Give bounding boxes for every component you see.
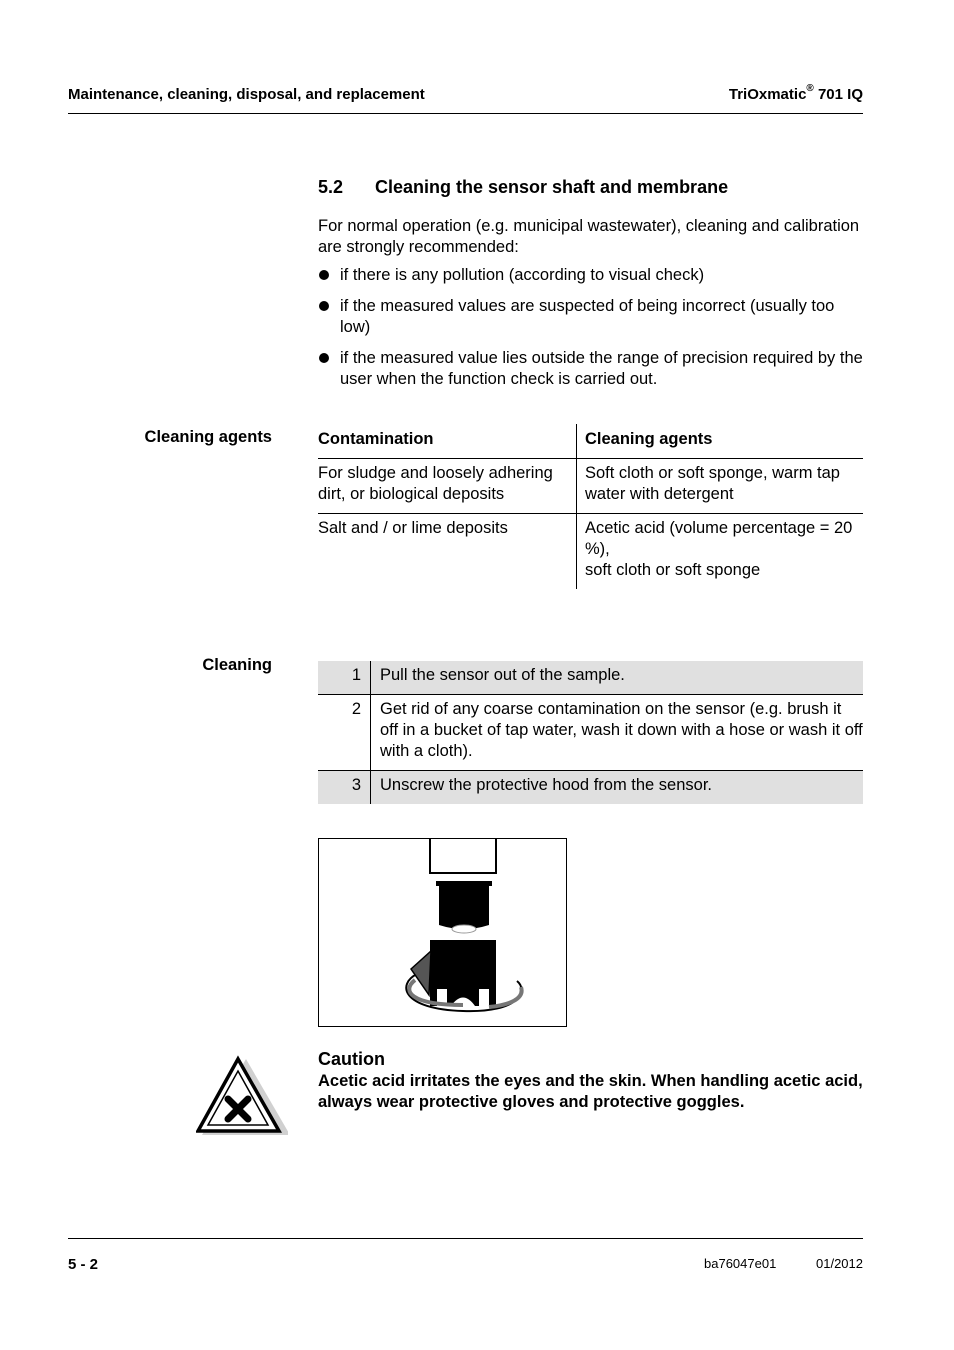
bullet-icon xyxy=(319,301,329,311)
intro-paragraph: For normal operation (e.g. municipal wastewater), cleaning and calibration are strongly recommended: xyxy=(318,217,860,256)
sensor-illustration-svg xyxy=(319,839,566,1026)
caution-title: Caution xyxy=(318,1049,385,1069)
cleaning-agents-label: Cleaning agents xyxy=(144,428,272,446)
header-rule xyxy=(68,113,863,114)
cleaning-steps-table xyxy=(318,661,863,804)
running-header-title: Maintenance, cleaning, disposal, and replacement xyxy=(68,86,425,103)
step-number: 1 xyxy=(318,661,371,695)
step-text: Unscrew the protective hood from the sensor. xyxy=(371,771,864,805)
table-cell: Salt and / or lime deposits xyxy=(318,519,508,537)
table-cell: For sludge and loosely adhering dirt, or biological deposits xyxy=(318,459,577,514)
table-cell: Soft cloth or soft sponge, warm tap water with detergent xyxy=(577,459,864,514)
column-header-cleaning-agents: Cleaning agents xyxy=(577,424,864,459)
step-row xyxy=(318,661,863,695)
column-header-contamination: Contamination xyxy=(318,424,577,459)
table-row xyxy=(318,459,863,514)
document-id: ba76047e01 xyxy=(704,1256,777,1271)
irritant-hazard-icon xyxy=(196,1055,288,1137)
section-title: Cleaning the sensor shaft and membrane xyxy=(375,177,729,197)
caution-text: Acetic acid irritates the eyes and the skin. When handling acetic acid, always wear protective gloves and protective goggles. xyxy=(318,1072,863,1111)
step-text: Get rid of any coarse contamination on the sensor (e.g. brush it off in a bucket of tap water, wash it down with a hose or wash it off with a cloth). xyxy=(371,695,864,771)
step-number: 2 xyxy=(318,695,371,771)
step-number: 3 xyxy=(318,771,371,805)
recommendation-list xyxy=(318,265,863,400)
document-date: 01/2012 xyxy=(816,1256,863,1271)
cleaning-label: Cleaning xyxy=(202,656,272,674)
page-number: 5 - 2 xyxy=(68,1256,99,1273)
cleaning-agents-table xyxy=(318,424,863,589)
bullet-icon xyxy=(319,353,329,363)
bullet-icon xyxy=(319,270,329,280)
running-header-product xyxy=(728,83,863,103)
footer-rule xyxy=(68,1238,863,1239)
step-row xyxy=(318,771,863,805)
list-item: if there is any pollution (according to visual check) xyxy=(318,265,863,286)
list-item: if the measured value lies outside the range of precision required by the user when the function check is carried out. xyxy=(318,348,863,390)
table-row xyxy=(318,514,863,590)
product-model: 701 IQ xyxy=(813,86,863,103)
section-number: 5.2 xyxy=(318,177,344,197)
sensor-unscrew-illustration xyxy=(318,838,567,1027)
registered-mark: ® xyxy=(806,83,814,94)
section-heading xyxy=(318,177,728,198)
step-row xyxy=(318,695,863,771)
table-cell: Acetic acid (volume percentage = 20 %), soft cloth or soft sponge xyxy=(577,514,864,590)
table-header-row xyxy=(318,424,863,459)
step-text: Pull the sensor out of the sample. xyxy=(371,661,864,695)
list-item: if the measured values are suspected of being incorrect (usually too low) xyxy=(318,296,863,338)
product-name: TriOxmatic xyxy=(728,86,807,103)
